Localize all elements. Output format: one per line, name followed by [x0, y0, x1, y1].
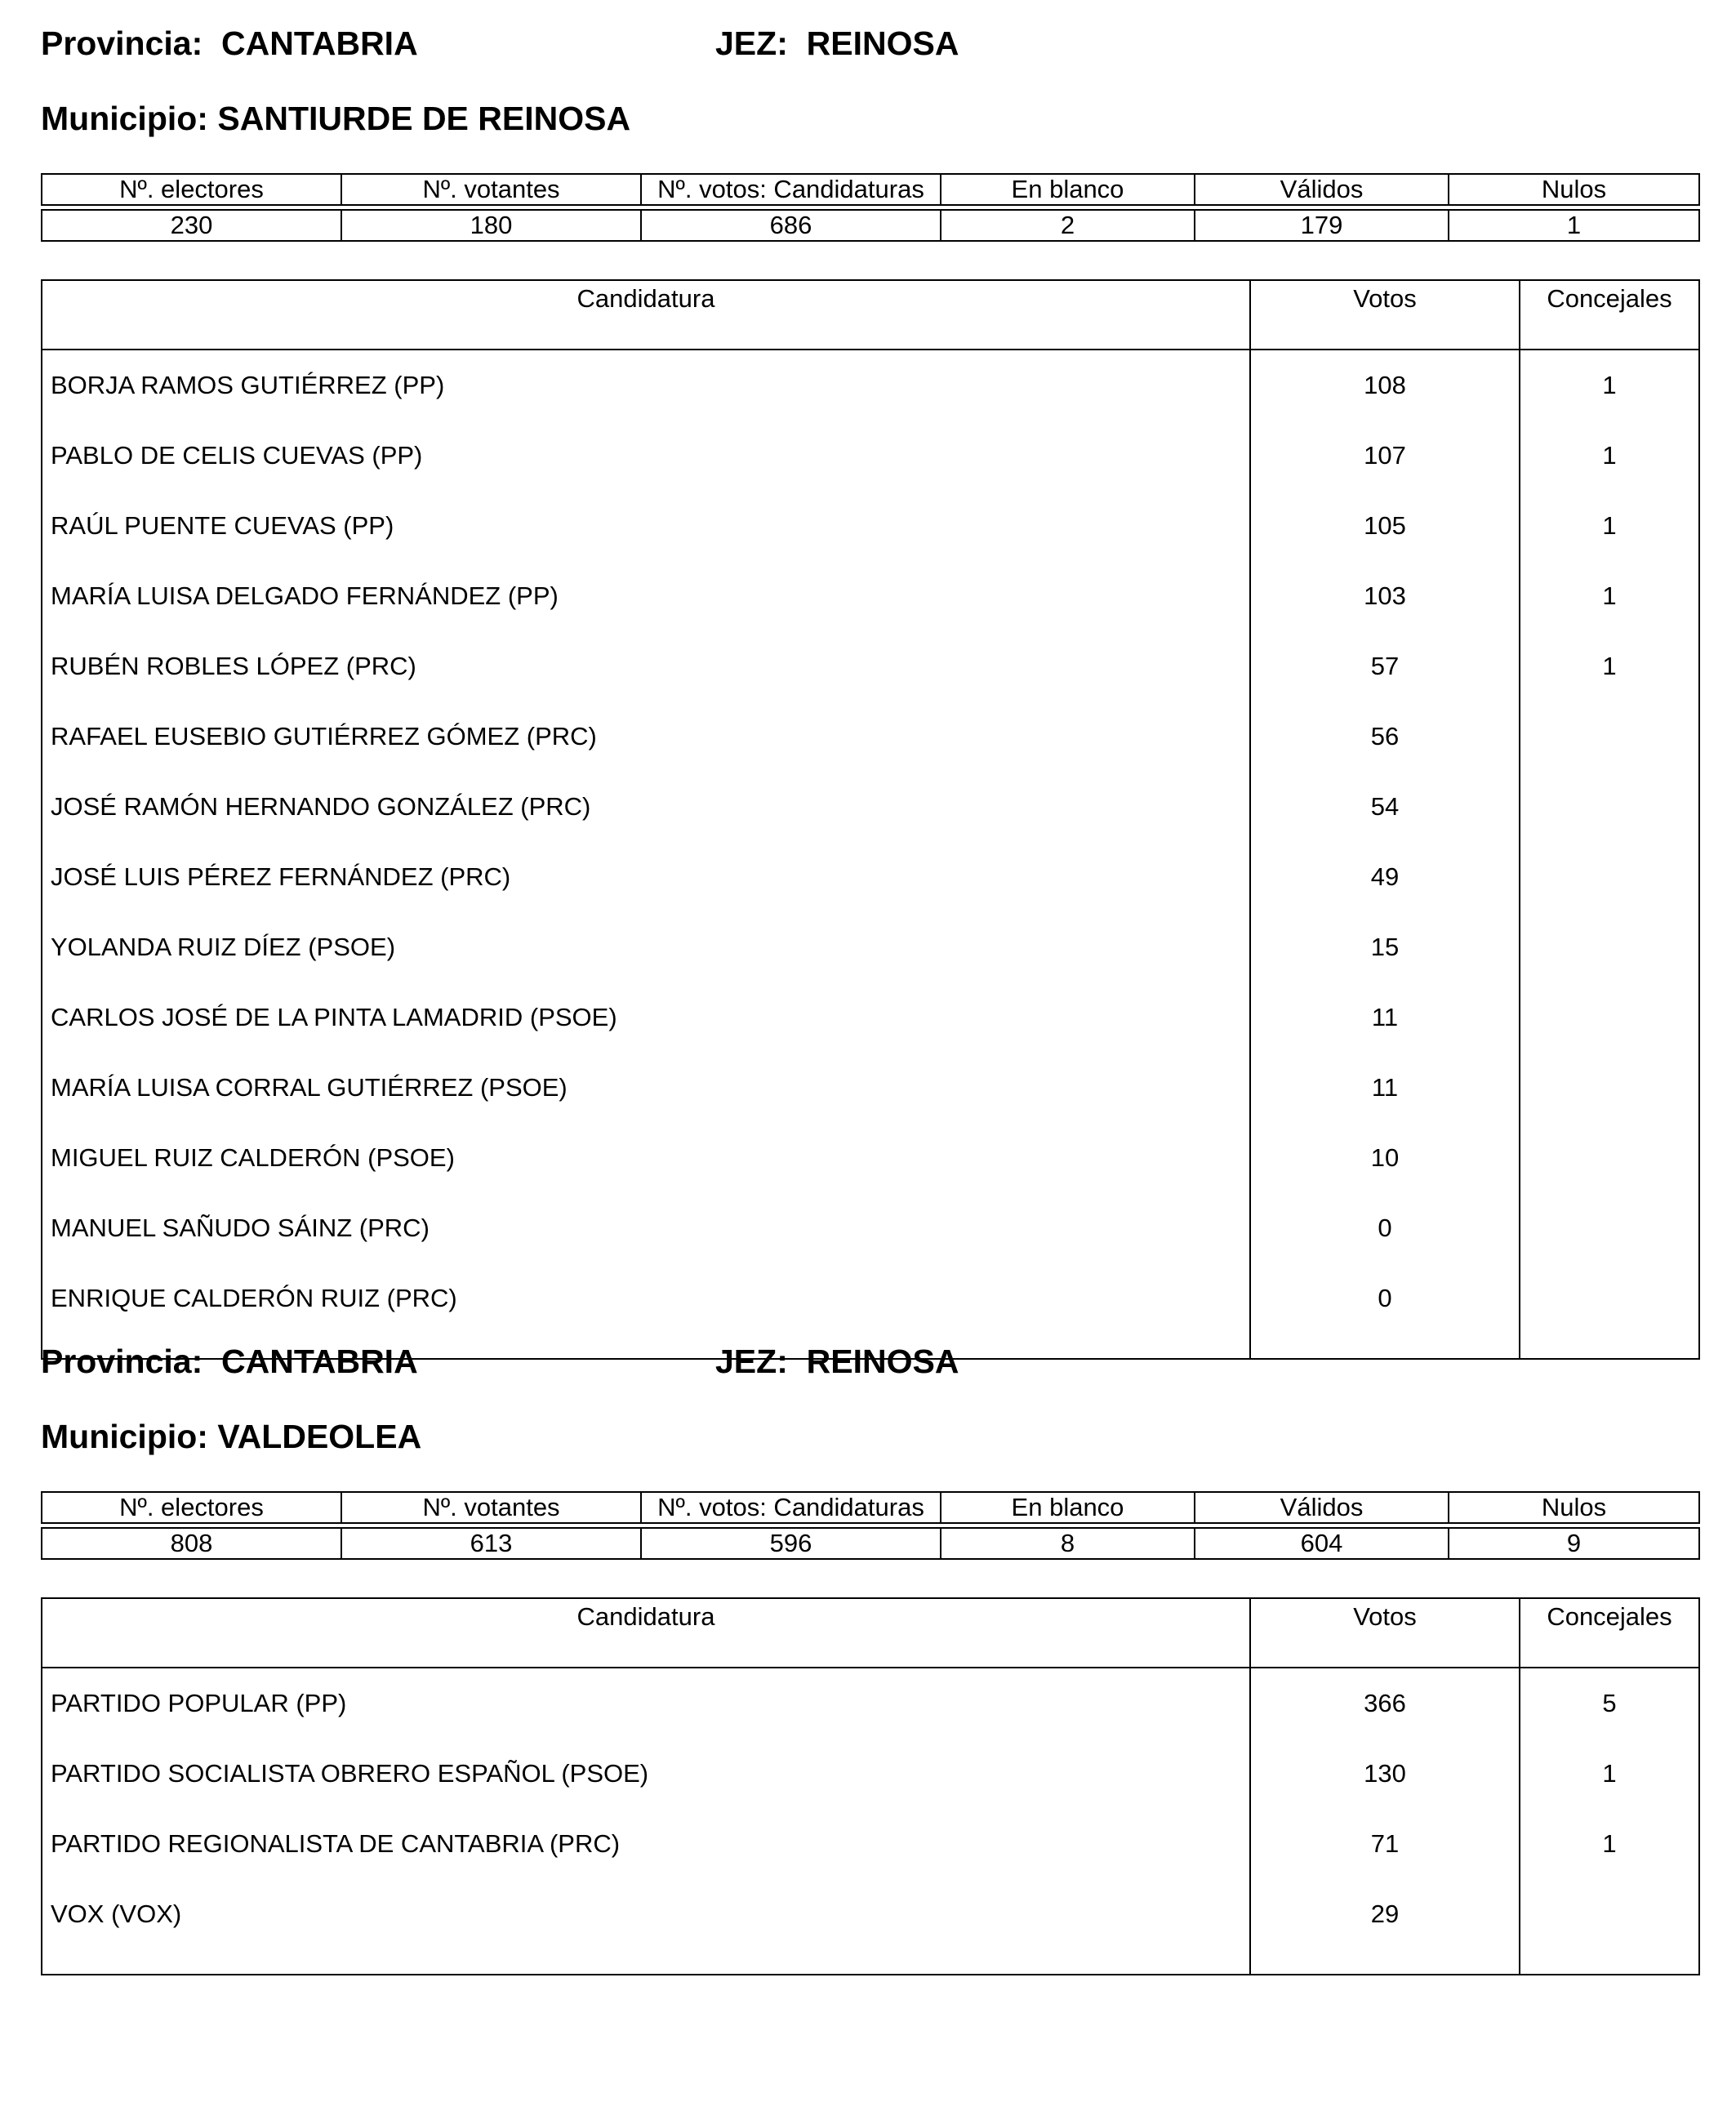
candidate-row: [42, 772, 1699, 842]
candidate-concejales: [1520, 772, 1699, 842]
candidate-row: [42, 421, 1699, 491]
summary-value-cell: 596: [641, 1528, 941, 1559]
summary-value-row: [42, 210, 1699, 241]
candidate-name: MARÍA LUISA CORRAL GUTIÉRREZ (PSOE): [42, 1053, 1250, 1123]
header-row: [41, 1343, 1698, 1392]
candidates-header-row: [42, 1598, 1699, 1668]
summary-header-cell: Nº. votantes: [341, 1492, 641, 1523]
candidate-name: JOSÉ RAMÓN HERNANDO GONZÁLEZ (PRC): [42, 772, 1250, 842]
jez-label: JEZ:: [715, 1343, 788, 1380]
candidatura-header: Candidatura: [42, 1598, 1250, 1668]
candidate-row: [42, 491, 1699, 561]
summary-header-cell: Nº. votantes: [341, 174, 641, 205]
candidate-concejales: 1: [1602, 1829, 1617, 1858]
summary-header-cell: Válidos: [1195, 1492, 1449, 1523]
summary-value-cell: 180: [341, 210, 641, 241]
candidate-votos: 0: [1250, 1193, 1520, 1263]
candidate-name: YOLANDA RUIZ DÍEZ (PSOE): [42, 912, 1250, 982]
candidate-name: MARÍA LUISA DELGADO FERNÁNDEZ (PP): [42, 561, 1250, 631]
candidate-concejales: 1: [1602, 371, 1617, 399]
candidatura-header: Candidatura: [42, 280, 1250, 350]
candidate-concejales: [1520, 1263, 1699, 1334]
candidate-name: VOX (VOX): [42, 1879, 1250, 1949]
candidate-votos: 49: [1250, 842, 1520, 912]
concejales-header: Concejales: [1520, 1598, 1699, 1668]
candidate-votos: 108: [1250, 350, 1520, 421]
candidate-concejales: 1: [1602, 1759, 1617, 1788]
provincia-header: [41, 1343, 418, 1381]
summary-header-cell: Nulos: [1449, 1492, 1699, 1523]
candidate-row: [42, 912, 1699, 982]
candidate-concejales: [1520, 912, 1699, 982]
candidate-row: [42, 982, 1699, 1053]
candidate-votos: 103: [1250, 561, 1520, 631]
summary-value-cell: 179: [1195, 210, 1449, 241]
candidate-concejales: [1520, 1123, 1699, 1193]
summary-value-cell: 8: [941, 1528, 1195, 1559]
candidate-concejales: [1520, 982, 1699, 1053]
municipio-label: Municipio:: [41, 100, 208, 137]
candidate-votos: 105: [1250, 491, 1520, 561]
candidate-concejales: 1: [1602, 511, 1617, 540]
summary-value-cell: 604: [1195, 1528, 1449, 1559]
municipio-section: [41, 24, 1698, 1360]
concejales-header: Concejales: [1520, 280, 1699, 350]
candidate-votos: 54: [1250, 772, 1520, 842]
candidate-votos: 11: [1250, 1053, 1520, 1123]
votos-header: Votos: [1250, 1598, 1520, 1668]
candidate-name: RAFAEL EUSEBIO GUTIÉRREZ GÓMEZ (PRC): [42, 701, 1250, 772]
candidate-name: PARTIDO SOCIALISTA OBRERO ESPAÑOL (PSOE): [42, 1739, 1250, 1809]
candidate-row: [42, 701, 1699, 772]
summary-value-cell: 808: [42, 1528, 341, 1559]
municipio-header: [41, 1418, 1698, 1467]
candidate-votos: 15: [1250, 912, 1520, 982]
candidate-votos: 56: [1250, 701, 1520, 772]
summary-value-row: [42, 1528, 1699, 1559]
jez-label: JEZ:: [715, 24, 788, 62]
candidate-name: RAÚL PUENTE CUEVAS (PP): [42, 491, 1250, 561]
jez-header: [715, 24, 959, 63]
candidate-name: PABLO DE CELIS CUEVAS (PP): [42, 421, 1250, 491]
municipio-section: [41, 1343, 1698, 1975]
summary-header-cell: Nulos: [1449, 174, 1699, 205]
candidate-votos: 130: [1250, 1739, 1520, 1809]
candidate-concejales: [1520, 701, 1699, 772]
municipio-label: Municipio:: [41, 1418, 208, 1455]
candidate-row: [42, 1123, 1699, 1193]
summary-value-cell: 2: [941, 210, 1195, 241]
candidate-name: BORJA RAMOS GUTIÉRREZ (PP): [42, 350, 1250, 421]
candidate-concejales: [1520, 1193, 1699, 1263]
municipio-value: VALDEOLEA: [217, 1418, 422, 1455]
summary-value-cell: 686: [641, 210, 941, 241]
candidate-votos: 0: [1250, 1263, 1520, 1334]
candidate-votos: 366: [1250, 1668, 1520, 1739]
candidate-name: PARTIDO REGIONALISTA DE CANTABRIA (PRC): [42, 1809, 1250, 1879]
candidate-name: MANUEL SAÑUDO SÁINZ (PRC): [42, 1193, 1250, 1263]
candidate-row: [42, 842, 1699, 912]
summary-header-row: [42, 1492, 1699, 1523]
candidates-table: [41, 279, 1700, 1360]
municipio-header: [41, 100, 1698, 149]
municipio-value: SANTIURDE DE REINOSA: [217, 100, 631, 137]
provincia-value: CANTABRIA: [221, 1343, 418, 1380]
provincia-value: CANTABRIA: [221, 24, 418, 62]
candidates-header-row: [42, 280, 1699, 350]
candidate-row: [42, 1879, 1699, 1949]
candidate-name: ENRIQUE CALDERÓN RUIZ (PRC): [42, 1263, 1250, 1334]
candidate-votos: 107: [1250, 421, 1520, 491]
summary-header-row: [42, 174, 1699, 205]
jez-value: REINOSA: [806, 1343, 959, 1380]
summary-header-cell: Nº. electores: [42, 174, 341, 205]
header-row: [41, 24, 1698, 73]
candidate-name: RUBÉN ROBLES LÓPEZ (PRC): [42, 631, 1250, 701]
candidate-row: [42, 1193, 1699, 1263]
jez-value: REINOSA: [806, 24, 959, 62]
candidate-row: [42, 631, 1699, 701]
summary-table: [41, 1491, 1700, 1560]
summary-table: [41, 173, 1700, 242]
candidate-row: [42, 561, 1699, 631]
candidate-concejales: 1: [1602, 581, 1617, 610]
candidates-table: [41, 1597, 1700, 1975]
summary-header-cell: Nº. votos: Candidaturas: [641, 174, 941, 205]
candidate-concejales: [1520, 1053, 1699, 1123]
candidate-votos: 29: [1250, 1879, 1520, 1949]
summary-header-cell: Nº. votos: Candidaturas: [641, 1492, 941, 1523]
provincia-header: [41, 24, 418, 63]
candidate-name: PARTIDO POPULAR (PP): [42, 1668, 1250, 1739]
candidate-name: JOSÉ LUIS PÉREZ FERNÁNDEZ (PRC): [42, 842, 1250, 912]
summary-value-cell: 1: [1449, 210, 1699, 241]
summary-header-cell: En blanco: [941, 1492, 1195, 1523]
provincia-label: Provincia:: [41, 24, 203, 62]
votos-header: Votos: [1250, 280, 1520, 350]
candidate-row: [42, 350, 1699, 421]
candidate-votos: 71: [1250, 1809, 1520, 1879]
candidate-row: [42, 1668, 1699, 1739]
jez-header: [715, 1343, 959, 1381]
summary-header-cell: En blanco: [941, 174, 1195, 205]
candidate-concejales: [1520, 1879, 1699, 1949]
candidate-name: MIGUEL RUIZ CALDERÓN (PSOE): [42, 1123, 1250, 1193]
candidate-concejales: 5: [1602, 1689, 1617, 1717]
candidate-concejales: [1520, 842, 1699, 912]
candidate-name: CARLOS JOSÉ DE LA PINTA LAMADRID (PSOE): [42, 982, 1250, 1053]
summary-header-cell: Nº. electores: [42, 1492, 341, 1523]
provincia-label: Provincia:: [41, 1343, 203, 1380]
candidate-votos: 57: [1250, 631, 1520, 701]
summary-value-cell: 9: [1449, 1528, 1699, 1559]
candidate-concejales: 1: [1602, 441, 1617, 470]
candidate-row: [42, 1809, 1699, 1879]
candidate-row: [42, 1263, 1699, 1334]
summary-header-cell: Válidos: [1195, 174, 1449, 205]
candidate-votos: 11: [1250, 982, 1520, 1053]
candidate-votos: 10: [1250, 1123, 1520, 1193]
summary-value-cell: 613: [341, 1528, 641, 1559]
candidate-concejales: 1: [1602, 652, 1617, 680]
summary-value-cell: 230: [42, 210, 341, 241]
candidate-row: [42, 1053, 1699, 1123]
candidate-row: [42, 1739, 1699, 1809]
